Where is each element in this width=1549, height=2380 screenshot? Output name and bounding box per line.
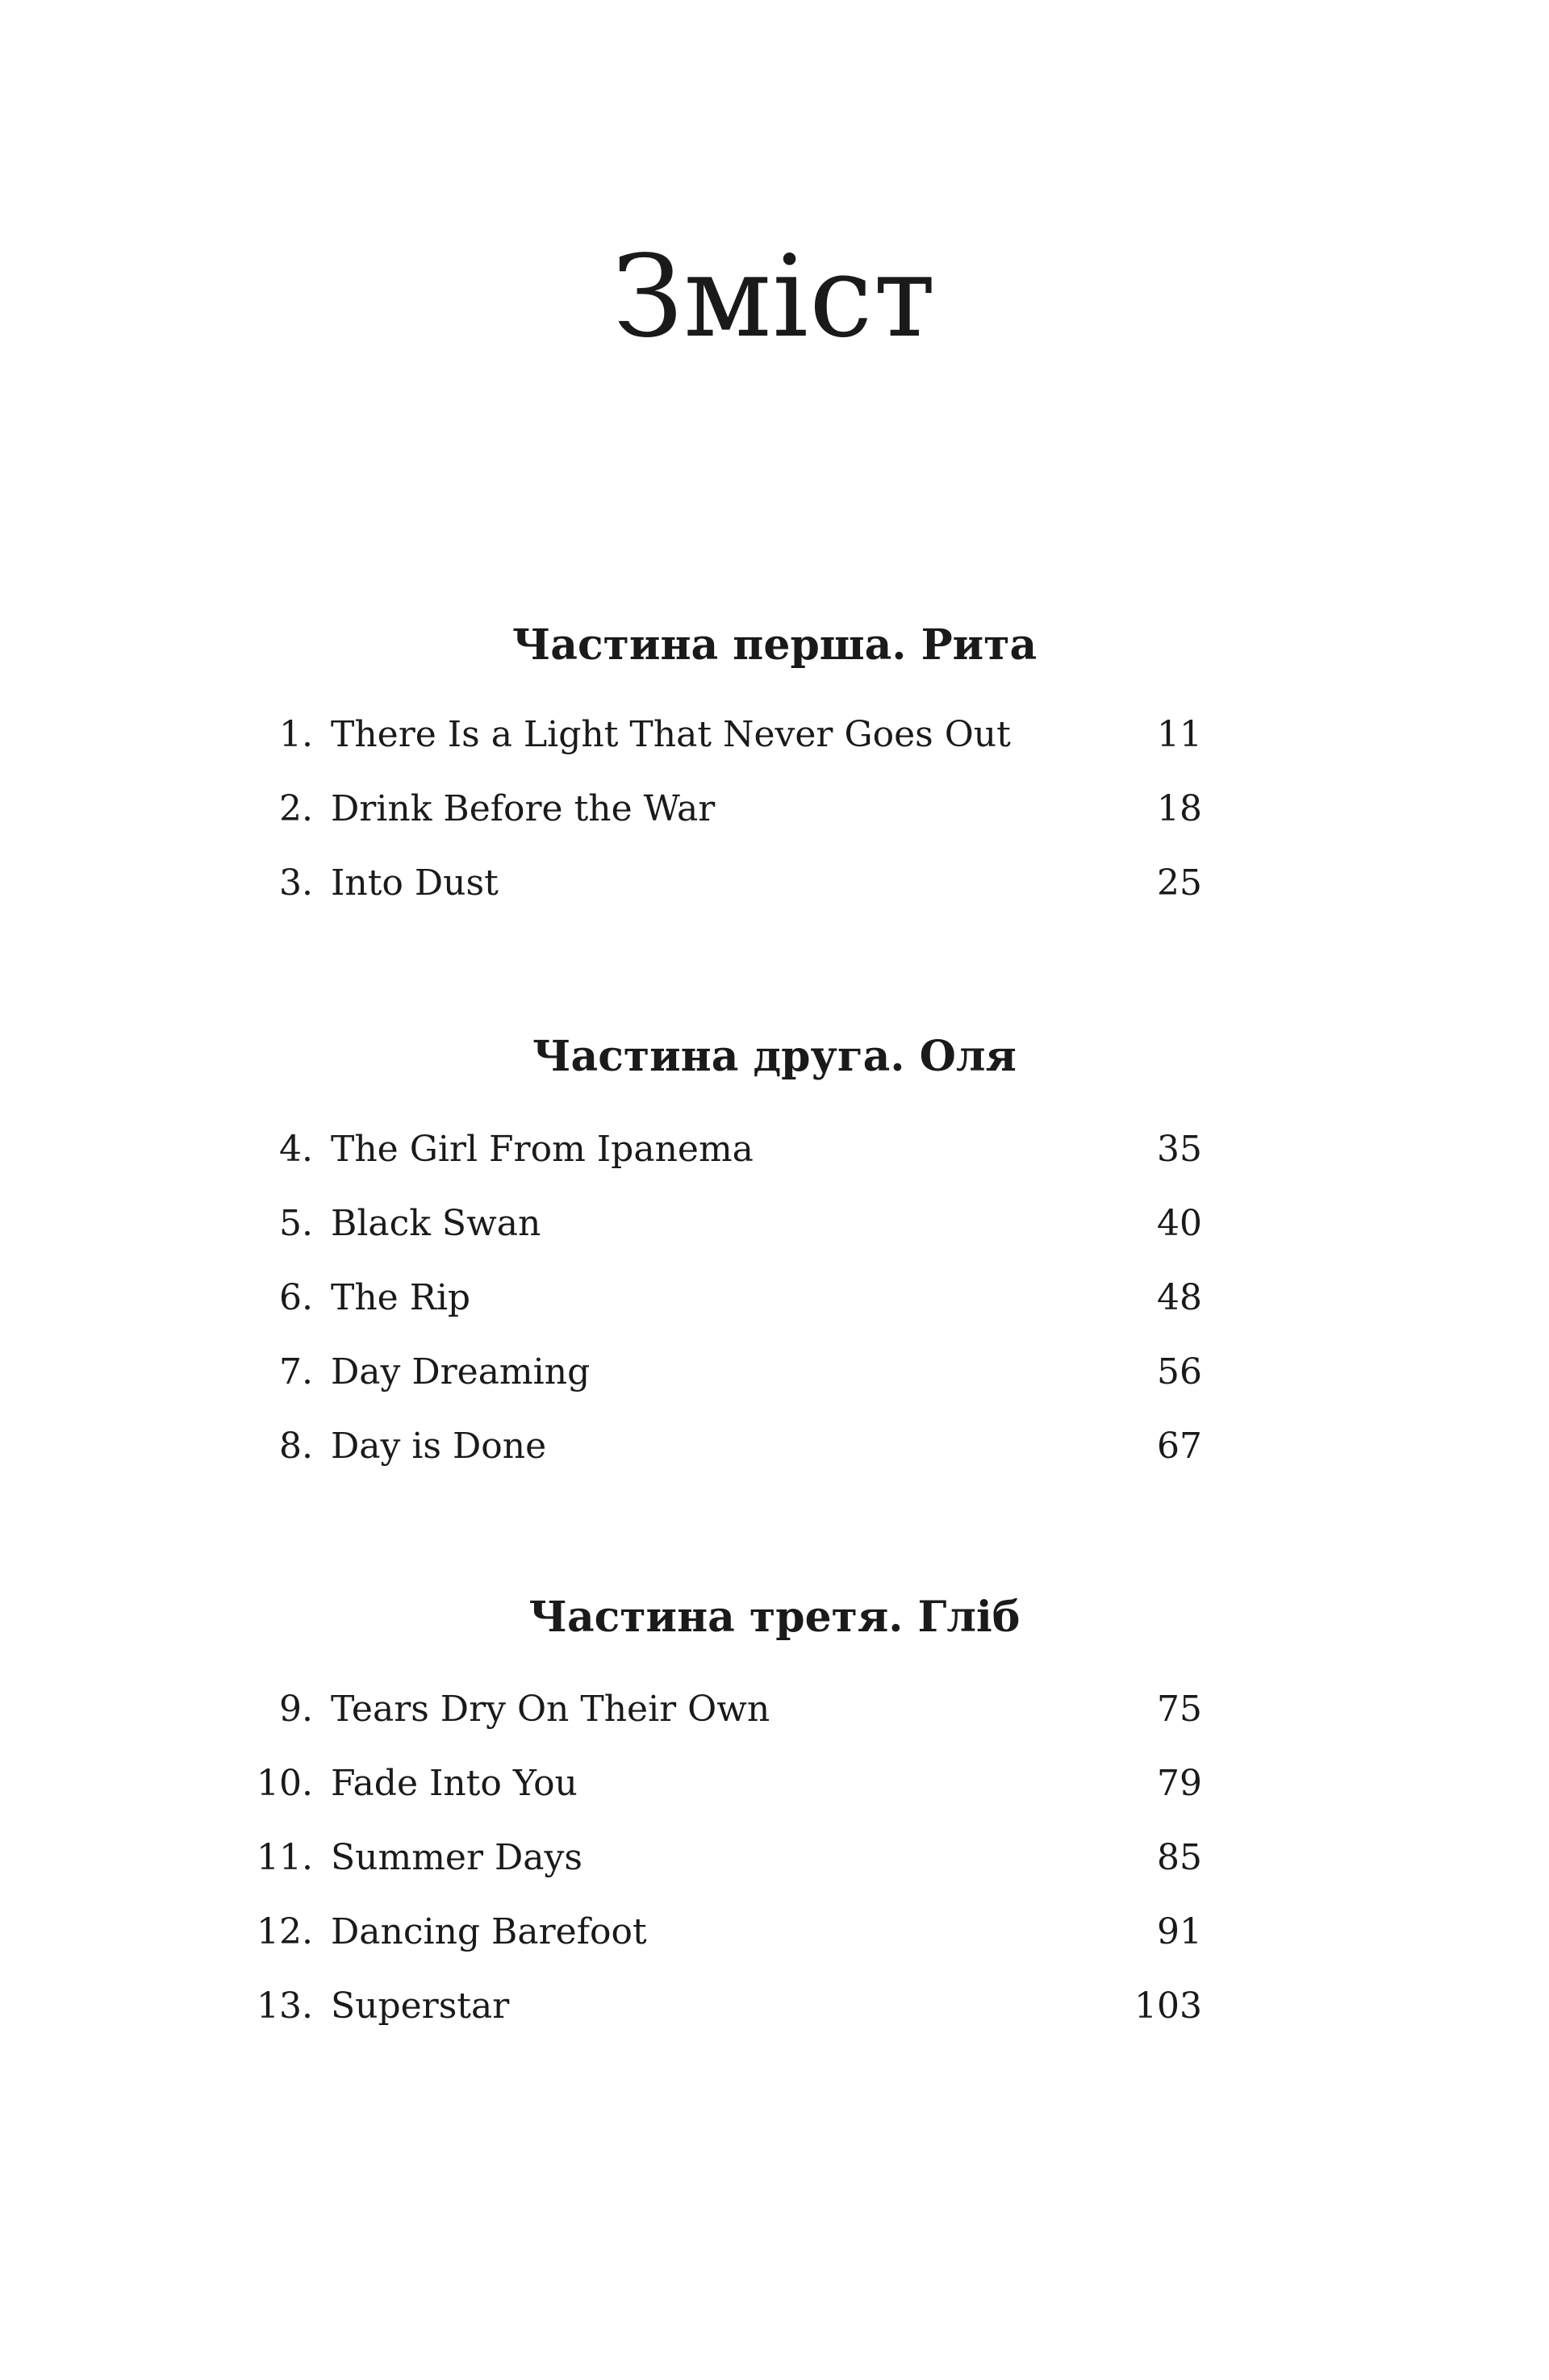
dot-leader — [589, 1765, 1081, 1801]
page-number: 35 — [1157, 1128, 1202, 1170]
chapter-title: There Is a Light That Never Goes Out — [331, 713, 1011, 755]
toc-entry[interactable] — [234, 1969, 1202, 2043]
page-number: 48 — [1157, 1276, 1202, 1318]
toc-entry[interactable] — [234, 1186, 1202, 1260]
chapter-number: 2. — [279, 787, 313, 829]
chapter-title: Fade Into You — [331, 1762, 578, 1804]
toc-entry[interactable] — [234, 697, 1202, 771]
toc-list — [234, 1672, 1202, 2043]
chapter-title: Black Swan — [331, 1202, 541, 1244]
chapter-number: 5. — [279, 1202, 313, 1244]
chapter-title: Into Dust — [331, 862, 499, 904]
toc-entry[interactable] — [234, 1746, 1202, 1820]
page-number: 75 — [1157, 1688, 1202, 1730]
chapter-title: Tears Dry On Their Own — [331, 1688, 770, 1730]
page-number: 18 — [1157, 787, 1202, 829]
chapter-number: 7. — [279, 1351, 313, 1393]
toc-entry[interactable] — [234, 1409, 1202, 1483]
dot-leader — [1022, 716, 1081, 752]
dot-leader — [510, 865, 1081, 900]
chapter-number: 10. — [257, 1762, 313, 1804]
chapter-title: Dancing Barefoot — [331, 1910, 647, 1952]
chapter-number: 11. — [257, 1836, 313, 1878]
part-heading: Частина перша. Рита — [511, 620, 1038, 670]
page-number: 40 — [1157, 1202, 1202, 1244]
page-number: 79 — [1157, 1762, 1202, 1804]
chapter-title: Superstar — [331, 1985, 510, 2027]
toc-entry[interactable] — [234, 1894, 1202, 1969]
chapter-title: Summer Days — [331, 1836, 582, 1878]
dot-leader — [781, 1691, 1081, 1727]
chapter-number: 4. — [279, 1128, 313, 1170]
toc-entry[interactable] — [234, 771, 1202, 846]
chapter-number: 9. — [279, 1688, 313, 1730]
chapter-number: 8. — [279, 1425, 313, 1467]
toc-entry[interactable] — [234, 1672, 1202, 1746]
dot-leader — [557, 1428, 1081, 1463]
page-number: 25 — [1157, 862, 1202, 904]
chapter-title: Day is Done — [331, 1425, 547, 1467]
page-number: 67 — [1157, 1425, 1202, 1467]
dot-leader — [552, 1205, 1081, 1241]
toc-entry[interactable] — [234, 1112, 1202, 1186]
dot-leader — [482, 1280, 1081, 1315]
chapter-title: Drink Before the War — [331, 787, 716, 829]
page-title: Зміст — [612, 231, 937, 363]
chapter-number: 3. — [279, 862, 313, 904]
chapter-title: The Girl From Ipanema — [331, 1128, 754, 1170]
chapter-number: 1. — [279, 713, 313, 755]
toc-list — [234, 1112, 1202, 1483]
chapter-number: 6. — [279, 1276, 313, 1318]
toc-entry[interactable] — [234, 1334, 1202, 1409]
chapter-number: 12. — [257, 1910, 313, 1952]
toc-entry[interactable] — [234, 846, 1202, 920]
chapter-title: Day Dreaming — [331, 1351, 591, 1393]
dot-leader — [658, 1914, 1081, 1949]
page-number: 91 — [1157, 1910, 1202, 1952]
toc-list — [234, 697, 1202, 920]
page-number: 11 — [1157, 713, 1202, 755]
chapter-title: The Rip — [331, 1276, 471, 1318]
toc-entry[interactable] — [234, 1820, 1202, 1894]
page-number: 56 — [1157, 1351, 1202, 1393]
dot-leader — [520, 1988, 1081, 2023]
dot-leader — [601, 1354, 1081, 1389]
dot-leader — [765, 1131, 1081, 1167]
page-number: 85 — [1157, 1836, 1202, 1878]
page-number: 103 — [1134, 1985, 1202, 2027]
part-heading: Частина третя. Гліб — [528, 1593, 1021, 1642]
chapter-number: 13. — [257, 1985, 313, 2027]
part-heading: Частина друга. Оля — [532, 1032, 1017, 1081]
dot-leader — [726, 791, 1081, 826]
toc-entry[interactable] — [234, 1260, 1202, 1334]
dot-leader — [594, 1839, 1081, 1875]
